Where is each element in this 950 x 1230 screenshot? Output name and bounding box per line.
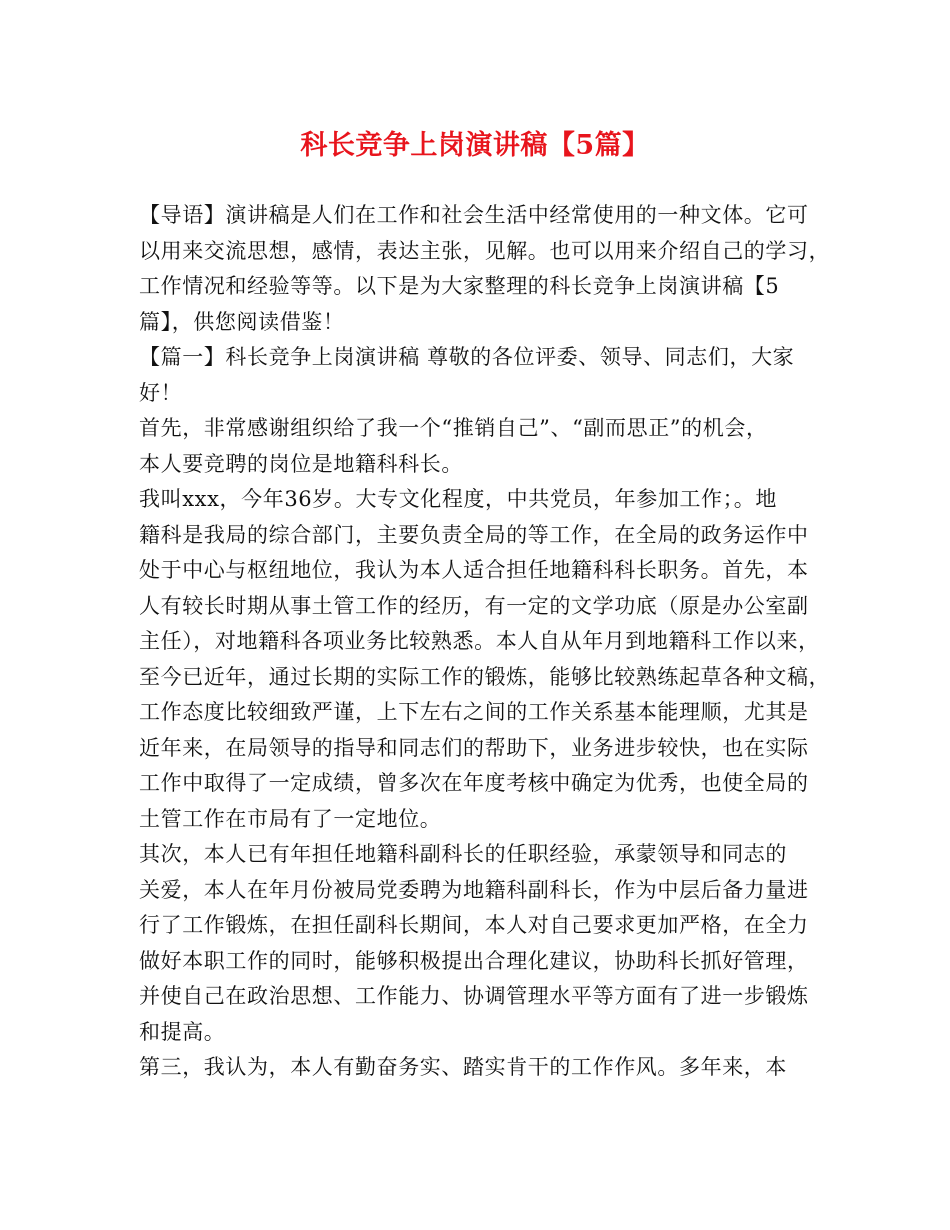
text-line: 籍科是我局的综合部门，主要负责全局的等工作，在全局的政务运作中 <box>139 522 809 547</box>
text-line: 工作情况和经验等等。以下是为大家整理的科长竞争上岗演讲稿【5 <box>139 274 780 298</box>
text-line: 处于中心与枢纽地位，我认为本人适合担任地籍科科长职务。首先，本 <box>139 558 809 582</box>
text-line: 【导语】演讲稿是人们在工作和社会生活中经常使用的一种文体。它可 <box>139 203 809 227</box>
text-line: 人有较长时期从事土管工作的经历，有一定的文学功底（原是办公室副 <box>139 593 809 618</box>
text-line: 并使自己在政治思想、工作能力、协调管理水平等方面有了进一步锻炼 <box>139 984 809 1008</box>
text-line: 第三，我认为，本人有勤奋务实、踏实肯干的工作作风。多年来，本 <box>139 1055 787 1079</box>
text-line: 近年来，在局领导的指导和同志们的帮助下，业务进步较快，也在实际 <box>139 735 809 760</box>
text-line: 和提高。 <box>139 1019 226 1044</box>
document-body <box>139 198 829 1086</box>
text-line: 首先，非常感谢组织给了我一个“推销自己”、“副而思正”的机会， <box>139 416 768 440</box>
text-line: 以用来交流思想，感情，表达主张，见解。也可以用来介绍自己的学习， <box>139 238 831 263</box>
text-line: 我叫xxx，今年36岁。大专文化程度，中共党员，年参加工作；。地 <box>139 487 777 511</box>
page-title: 科长竞争上岗演讲稿【5篇】 <box>300 130 650 161</box>
text-line: 土管工作在市局有了一定地位。 <box>139 806 442 831</box>
text-line: 其次，本人已有年担任地籍科副科长的任职经验，承蒙领导和同志的 <box>139 842 787 866</box>
text-line: 篇】，供您阅读借鉴！ <box>139 309 345 334</box>
text-line: 工作态度比较细致严谨，上下左右之间的工作关系基本能理顺，尤其是 <box>139 700 809 724</box>
text-line: 至今已近年，通过长期的实际工作的锻炼，能够比较熟练起草各种文稿， <box>139 664 831 689</box>
text-line: 本人要竞聘的岗位是地籍科科长。 <box>139 451 463 476</box>
text-line: 工作中取得了一定成绩，曾多次在年度考核中确定为优秀，也使全局的 <box>139 771 809 795</box>
text-line: 关爱，本人在年月份被局党委聘为地籍科副科长，作为中层后备力量进 <box>139 877 809 902</box>
text-line: 行了工作锻炼，在担任副科长期间，本人对自己要求更加严格，在全力 <box>139 913 809 937</box>
text-line: 主任），对地籍科各项业务比较熟悉。本人自从年月到地籍科工作以来， <box>139 629 820 653</box>
text-line: 做好本职工作的同时，能够积极提出合理化建议，协助科长抓好管理， <box>139 948 809 973</box>
text-line: 【篇一】科长竞争上岗演讲稿 尊敬的各位评委、领导、同志们，大家 <box>139 345 795 369</box>
text-line: 好！ <box>139 380 183 405</box>
